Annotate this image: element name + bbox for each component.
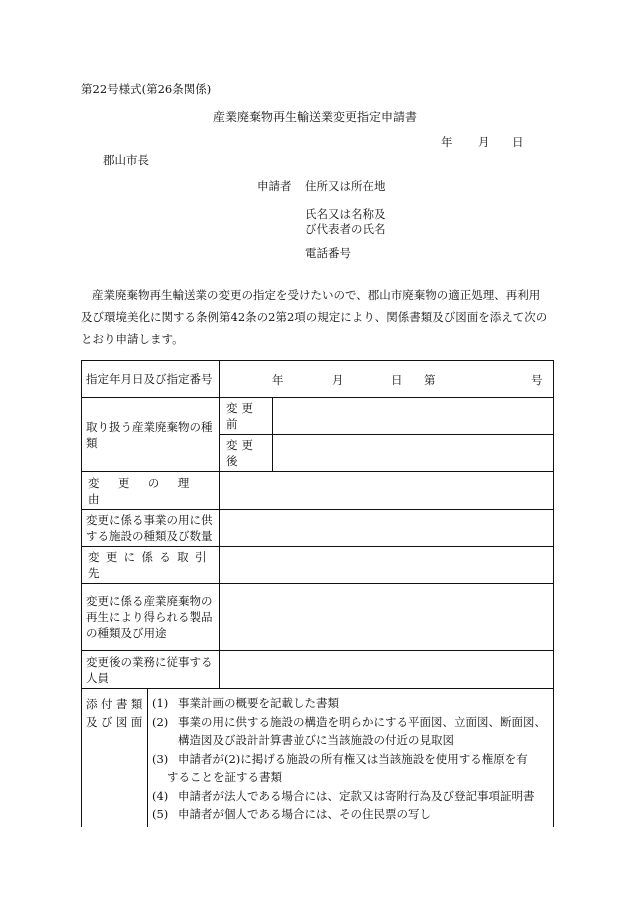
applicant-name-label-line1: 氏名又は名称及 bbox=[305, 207, 386, 221]
facilities-label bbox=[82, 510, 220, 547]
applicant-phone-label: 電話番号 bbox=[305, 246, 351, 260]
partner-label: 変更に係る取引先 bbox=[82, 547, 220, 584]
attachment-text: することを証する書類 bbox=[167, 770, 282, 784]
attachment-text: 申請者が法人である場合には、定款又は寄附行為及び登記事項証明書 bbox=[178, 788, 535, 803]
date-day-label: 日 bbox=[512, 135, 524, 149]
designation-day: 日 bbox=[391, 373, 403, 387]
staff-label bbox=[82, 651, 220, 689]
attachment-item bbox=[152, 805, 549, 824]
form-number: 第22号様式(第26条関係) bbox=[81, 82, 212, 96]
document-title: 産業廃棄物再生輸送業変更指定申請書 bbox=[212, 110, 417, 124]
before-change-label: 変更前 bbox=[220, 398, 273, 435]
facilities-label-line: する施設の種類及び数量 bbox=[86, 529, 213, 543]
partner-value[interactable] bbox=[220, 547, 554, 584]
products-row bbox=[82, 584, 554, 651]
statement-line: とおり申請します。 bbox=[81, 332, 184, 346]
staff-label-line: 人員 bbox=[86, 670, 109, 685]
attachment-text: 構造図及び設計計算書並びに当該施設の付近の見取図 bbox=[178, 733, 454, 747]
addressee: 郡山市長 bbox=[103, 153, 149, 167]
attachment-item bbox=[152, 750, 549, 769]
attachment-item-continued bbox=[152, 768, 549, 787]
facilities-label-line: 変更に係る事業の用に供 bbox=[86, 513, 213, 527]
date-month-label: 月 bbox=[478, 135, 490, 149]
before-change-value[interactable] bbox=[273, 398, 554, 435]
staff-value[interactable] bbox=[220, 651, 554, 689]
designation-row bbox=[82, 361, 554, 398]
attachment-text: 事業の用に供する施設の構造を明らかにする平面図、立面図、断面図、 bbox=[178, 714, 546, 729]
waste-types-label-line: 取り扱う産業廃棄物の種 bbox=[86, 419, 213, 434]
attachments-row bbox=[82, 689, 554, 827]
designation-month: 月 bbox=[332, 373, 344, 387]
designation-label: 指定年月日及び指定番号 bbox=[82, 361, 220, 398]
attachment-item bbox=[152, 694, 549, 713]
facilities-row bbox=[82, 510, 554, 547]
application-statement bbox=[81, 284, 553, 350]
staff-row bbox=[82, 651, 554, 689]
attachments-label bbox=[82, 689, 148, 827]
products-label-line: 再生により得られる製品 bbox=[86, 610, 213, 624]
attachment-number: (1) bbox=[152, 696, 169, 710]
attachment-number: (2) bbox=[152, 714, 169, 729]
attachments-label-line: 及び図面 bbox=[86, 715, 146, 729]
staff-label-line: 変更後の業務に従事する bbox=[86, 654, 213, 669]
attachment-text: 申請者が(2)に掲げる施設の所有権又は当該施設を使用する権原を有 bbox=[178, 751, 528, 766]
products-label bbox=[82, 584, 220, 651]
products-value[interactable] bbox=[220, 584, 554, 651]
applicant-label: 申請者 bbox=[257, 179, 292, 193]
attachment-text: 申請者が個人である場合には、その住民票の写し bbox=[178, 807, 431, 821]
designation-go: 号 bbox=[531, 373, 543, 387]
attachments-label-line: 添付書類 bbox=[86, 697, 146, 711]
reason-label: 変更の理由 bbox=[82, 472, 220, 510]
attachment-text: 事業計画の概要を記載した書類 bbox=[178, 696, 339, 710]
partner-row bbox=[82, 547, 554, 584]
attachment-number: (3) bbox=[152, 751, 169, 766]
designation-dai: 第 bbox=[424, 373, 436, 387]
applicant-name-label-line2: び代表者の氏名 bbox=[305, 222, 386, 236]
reason-value[interactable] bbox=[220, 472, 554, 510]
attachment-number-spacer bbox=[152, 731, 178, 750]
attachment-item bbox=[152, 787, 549, 806]
attachment-item bbox=[152, 713, 549, 732]
waste-types-label bbox=[82, 398, 220, 472]
designation-year: 年 bbox=[272, 373, 284, 387]
reason-row bbox=[82, 472, 554, 510]
waste-types-label-line: 類 bbox=[86, 435, 98, 450]
applicant-address-label: 住所又は所在地 bbox=[305, 179, 386, 193]
attachment-item-continued bbox=[152, 731, 549, 750]
products-label-line: の種類及び用途 bbox=[86, 626, 167, 640]
statement-line: 及び環境美化に関する条例第42条の2第2項の規定により、関係書類及び図面を添えて次の bbox=[81, 310, 548, 324]
designation-value[interactable] bbox=[220, 361, 554, 398]
waste-before-row bbox=[82, 398, 554, 435]
application-form-table bbox=[81, 360, 554, 827]
facilities-value[interactable] bbox=[220, 510, 554, 547]
attachment-number: (4) bbox=[152, 788, 169, 803]
after-change-label: 変更後 bbox=[220, 435, 273, 472]
statement-line: 産業廃棄物再生輸送業の変更の指定を受けたいので、郡山市廃棄物の適正処理、再利用 bbox=[92, 288, 541, 302]
date-year-label: 年 bbox=[441, 135, 453, 149]
attachments-list bbox=[148, 689, 554, 827]
after-change-value[interactable] bbox=[273, 435, 554, 472]
products-label-line: 変更に係る産業廃棄物の bbox=[86, 594, 213, 608]
attachment-number: (5) bbox=[152, 807, 169, 821]
